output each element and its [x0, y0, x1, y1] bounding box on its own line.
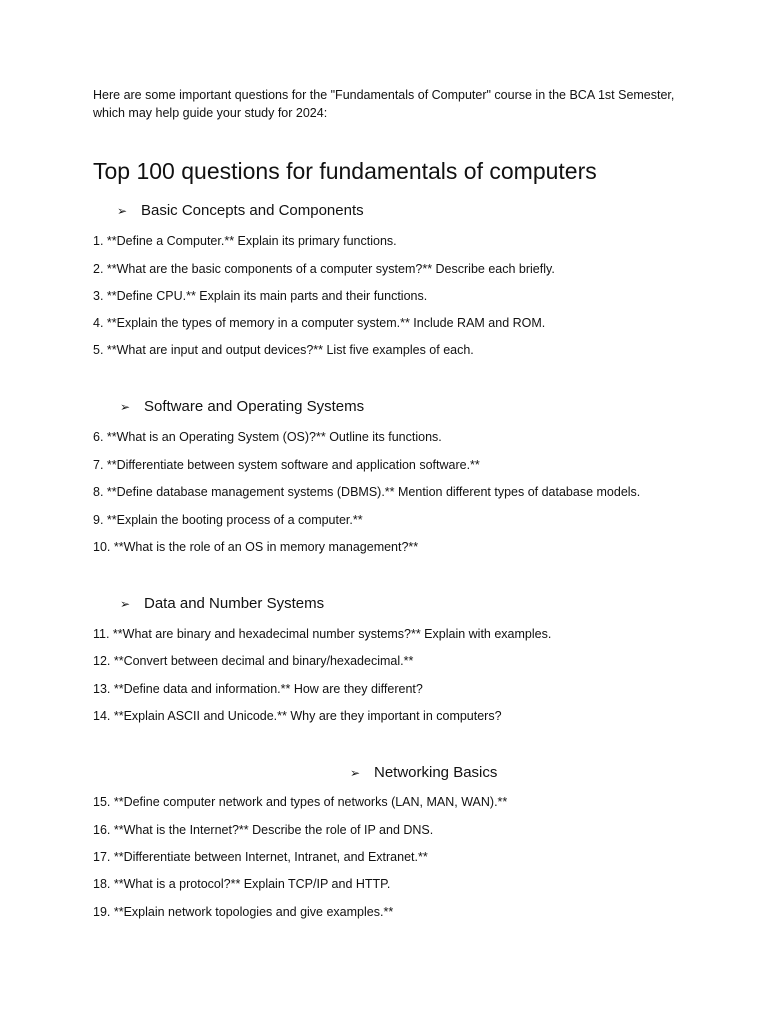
list-item: 7. **Differentiate between system software and application software.** [93, 458, 480, 472]
document-title: Top 100 questions for fundamentals of computers [93, 158, 597, 184]
section-heading-label: Data and Number Systems [144, 595, 325, 612]
section-heading-networking [350, 764, 497, 781]
list-item: 10. **What is the role of an OS in memory management?** [93, 540, 419, 554]
section-heading-label: Software and Operating Systems [144, 398, 365, 415]
list-item: 15. **Define computer network and types of networks (LAN, MAN, WAN).** [93, 795, 508, 809]
list-item: 5. **What are input and output devices?** List five examples of each. [93, 343, 474, 357]
arrow-bullet-icon: ➢ [120, 596, 131, 611]
list-item: 9. **Explain the booting process of a computer.** [93, 513, 363, 527]
section-heading-label: Networking Basics [374, 764, 498, 781]
section-heading-label: Basic Concepts and Components [141, 202, 364, 219]
list-item: 16. **What is the Internet?** Describe the role of IP and DNS. [93, 823, 434, 837]
list-item: 17. **Differentiate between Internet, Intranet, and Extranet.** [93, 850, 428, 864]
section-heading-basic-concepts [117, 202, 364, 219]
list-item: 12. **Convert between decimal and binary/hexadecimal.** [93, 654, 414, 668]
arrow-bullet-icon: ➢ [350, 765, 361, 780]
arrow-bullet-icon: ➢ [120, 399, 131, 414]
list-item: 18. **What is a protocol?** Explain TCP/IP and HTTP. [93, 877, 391, 891]
list-item: 2. **What are the basic components of a computer system?** Describe each briefly. [93, 262, 555, 276]
list-item: 19. **Explain network topologies and give examples.** [93, 905, 394, 919]
section-heading-data-number [120, 595, 324, 612]
list-item: 13. **Define data and information.** How are they different? [93, 682, 423, 696]
list-item: 6. **What is an Operating System (OS)?** Outline its functions. [93, 430, 442, 444]
list-item: 11. **What are binary and hexadecimal number systems?** Explain with examples. [93, 627, 552, 641]
arrow-bullet-icon: ➢ [117, 203, 128, 218]
list-item: 4. **Explain the types of memory in a computer system.** Include RAM and ROM. [93, 316, 546, 330]
list-item: 8. **Define database management systems (DBMS).** Mention different types of database models. [93, 485, 641, 499]
intro-paragraph: Here are some important questions for the "Fundamentals of Computer" course in the BCA 1st Semester, which may help guide your study for 2024: [93, 88, 675, 120]
list-item: 14. **Explain ASCII and Unicode.** Why are they important in computers? [93, 709, 502, 723]
section-heading-software-os [120, 398, 364, 415]
list-item: 3. **Define CPU.** Explain its main parts and their functions. [93, 289, 428, 303]
list-item: 1. **Define a Computer.** Explain its primary functions. [93, 234, 397, 248]
